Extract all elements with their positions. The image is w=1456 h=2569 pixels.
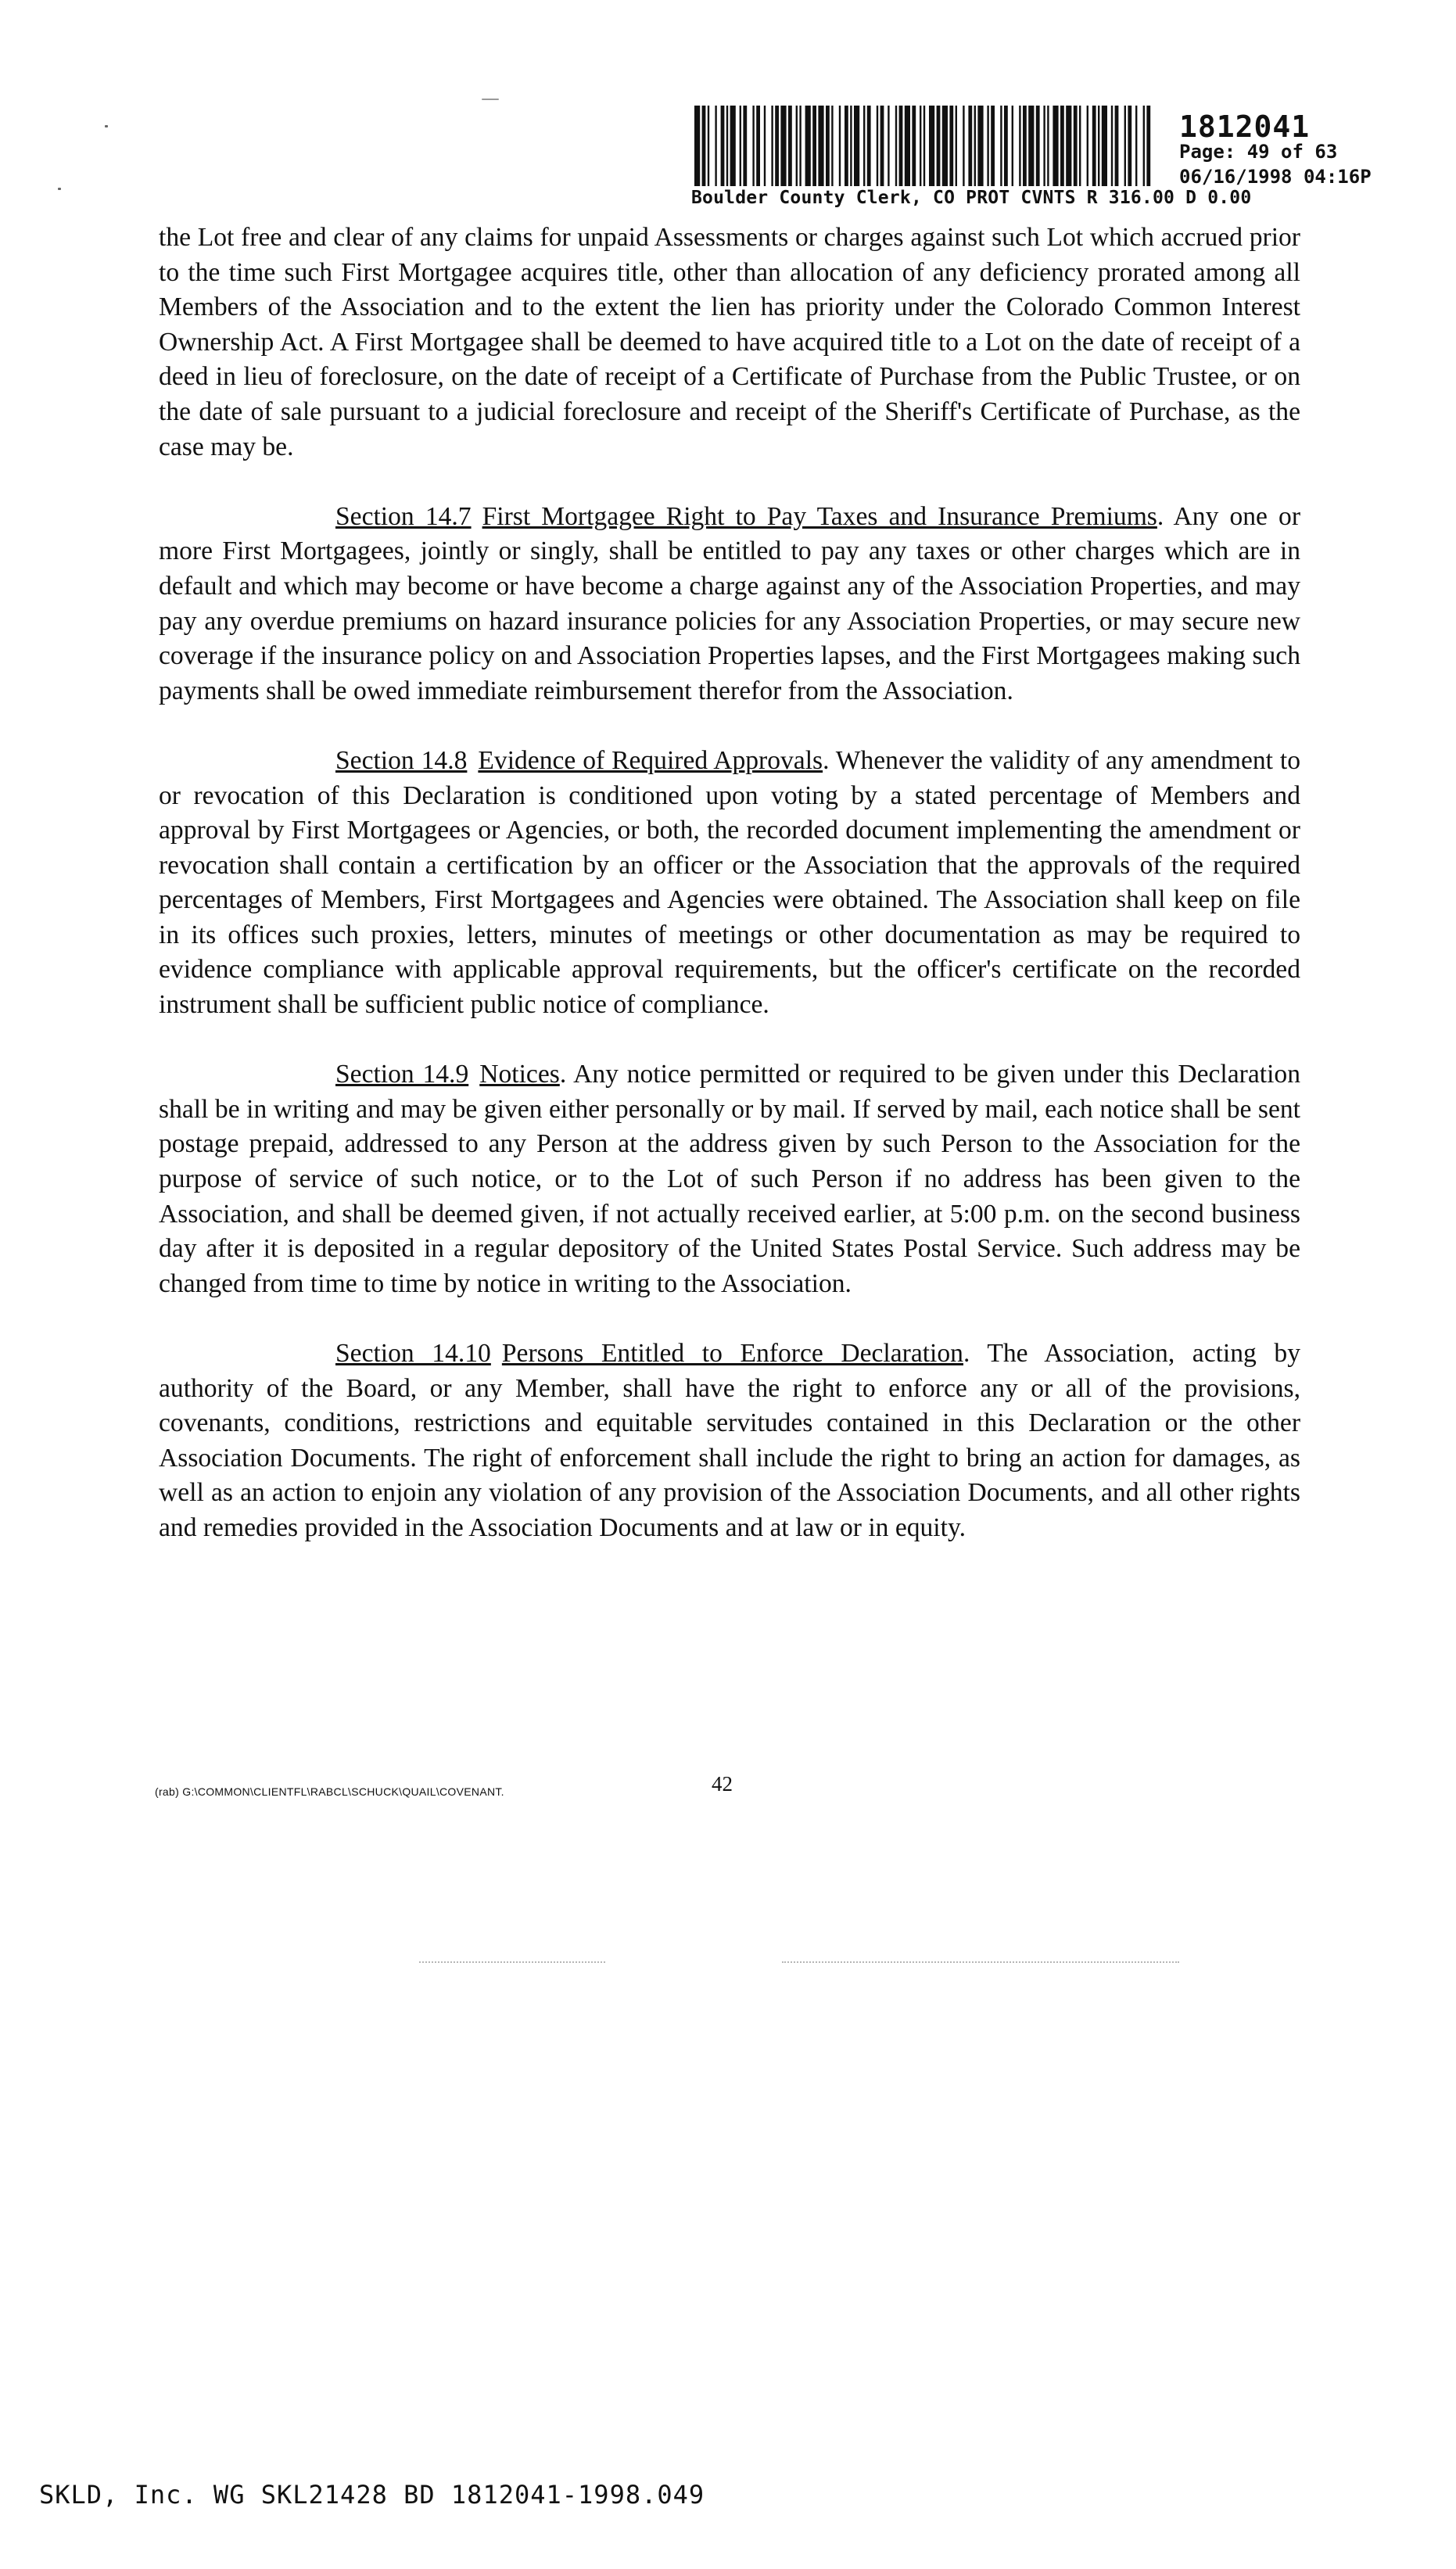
barcode-bar xyxy=(726,106,728,186)
barcode-bar xyxy=(702,106,706,186)
barcode-bar xyxy=(956,106,957,186)
barcode-bar xyxy=(1012,106,1013,186)
barcode-graphic xyxy=(694,106,1151,186)
barcode-bar xyxy=(826,106,830,186)
barcode-bar xyxy=(895,106,897,186)
paragraph-text: the Lot free and clear of any claims for unpaid Assessments or charges against such Lot which accrued prior to the time such First Mortgagee acquires title, other than allocation of any deficiency prorated among all Members of the Association and to the extent the lien has priority under the Colorado Common Interest Ownership Act. A First Mortgagee shall be deemed to have acquired title to a Lot on the date of receipt of a deed in lieu of foreclosure, on the date of receipt of a Certificate of Purchase from the Public Trustee, or on the date of sale pursuant to a judicial foreclosure and receipt of the Sheriff's Certificate of Purchase, as the case may be. xyxy=(159,223,1300,461)
barcode-bar xyxy=(831,106,833,186)
section-text: . Any one or more First Mortgagees, jointly or singly, shall be entitled to pay any taxes or other charges which are in default and which may become or have become a charge against any of the Association Properties, and may pay any overdue premiums on hazard insurance policies for any Association Properties, or may secure new coverage if the insurance policy on and Association Properties lapses, and the First Mortgagees making such payments shall be owed immediate reimbursement therefor from the Association. xyxy=(159,501,1300,705)
barcode-bar xyxy=(1146,106,1150,186)
barcode-bar xyxy=(764,106,766,186)
section-title: Evidence of Required Approvals xyxy=(478,745,823,775)
barcode-bar xyxy=(867,106,871,186)
barcode-bar xyxy=(752,106,754,186)
scan-artifact-line xyxy=(782,1961,1179,1963)
section-number: Section 14.8 xyxy=(335,745,468,775)
barcode-bar xyxy=(743,106,747,186)
barcode-bar xyxy=(1098,106,1099,186)
barcode-bar xyxy=(812,106,816,186)
section-title: First Mortgagee Right to Pay Taxes and Insurance Premiums xyxy=(482,501,1157,531)
barcode-bar xyxy=(1053,106,1058,186)
barcode xyxy=(694,106,1151,186)
barcode-bar xyxy=(796,106,798,186)
barcode-bar xyxy=(839,106,841,186)
barcode-bar xyxy=(987,106,988,186)
barcode-bar xyxy=(949,106,953,186)
barcode-bar xyxy=(805,106,811,186)
barcode-bar xyxy=(850,106,852,186)
barcode-bar xyxy=(1092,106,1096,186)
section-number: Section 14.10 xyxy=(335,1339,491,1368)
barcode-bar xyxy=(788,106,792,186)
document-body xyxy=(159,221,1300,1581)
barcode-bar xyxy=(771,106,773,186)
barcode-bar xyxy=(977,106,983,186)
barcode-bar xyxy=(1060,106,1064,186)
barcode-bar xyxy=(1115,106,1119,186)
barcode-bar xyxy=(708,106,709,186)
barcode-bar xyxy=(1102,106,1107,186)
section-text: . The Association, acting by authority of the Board, or any Member, shall have the right to enforce any or all of the provisions, covenants, conditions, restrictions and equitable servitudes contained in this Declaration or the other Association Documents. The right of enforcement shall include the right to bring an action for damages, as well as an action to enjoin any violation of any provision of the Association Documents, and all other rights and remedies provided in the Association Documents and at law or in equity. xyxy=(159,1339,1300,1542)
barcode-bar xyxy=(818,106,823,186)
barcode-bar xyxy=(963,106,964,186)
section-text: . Whenever the validity of any amendment to or revocation of this Declaration is conditioned upon voting by a stated percentage of Members and approval by First Mortgagees or Agencies, or both, the recorded document implementing the amendment or revocation shall contain a certification by an officer or the Association that the approvals of the required percentages of Members, First Mortgagees and Agencies were obtained. The Association shall keep on file in its offices such proxies, letters, minutes of meetings or other documentation as may be required to evidence compliance with applicable approval requirements, but the officer's certificate on the recorded instrument shall be sufficient public notice of compliance. xyxy=(159,745,1300,1020)
barcode-bar xyxy=(1066,106,1071,186)
barcode-bar xyxy=(1087,106,1088,186)
section-number: Section 14.9 xyxy=(335,1060,469,1089)
scan-speck xyxy=(482,99,499,100)
barcode-bar xyxy=(974,106,976,186)
barcode-bar xyxy=(740,106,741,186)
barcode-bar xyxy=(845,106,848,186)
barcode-bar xyxy=(968,106,972,186)
barcode-bar xyxy=(899,106,903,186)
scan-speck xyxy=(105,125,108,127)
barcode-bar xyxy=(1036,106,1040,186)
barcode-bar xyxy=(1028,106,1034,186)
barcode-bar xyxy=(1074,106,1078,186)
barcode-bar xyxy=(721,106,725,186)
reception-number: 1812041 xyxy=(1179,109,1311,144)
barcode-bar xyxy=(1004,106,1008,186)
barcode-bar xyxy=(799,106,801,186)
barcode-bar xyxy=(1079,106,1081,186)
paragraph-continuation xyxy=(159,221,1300,465)
scan-artifact-line xyxy=(419,1961,605,1963)
barcode-bar xyxy=(888,106,889,186)
barcode-bar xyxy=(929,106,934,186)
barcode-bar xyxy=(1000,106,1002,186)
section-14-8 xyxy=(159,744,1300,1023)
stamp-page-info: Page: 49 of 63 xyxy=(1179,141,1338,163)
barcode-bar xyxy=(854,106,859,186)
page-number: 42 xyxy=(712,1772,733,1796)
file-path: (rab) G:\COMMON\CLIENTFL\RABCL\SCHUCK\QUAIL\COVENANT. xyxy=(155,1785,504,1798)
section-14-10 xyxy=(159,1337,1300,1546)
barcode-bar xyxy=(1023,106,1027,186)
barcode-bar xyxy=(1135,106,1137,186)
barcode-bar xyxy=(937,106,941,186)
barcode-bar xyxy=(1047,106,1049,186)
barcode-bar xyxy=(694,106,700,186)
section-14-7 xyxy=(159,500,1300,709)
section-14-9 xyxy=(159,1057,1300,1301)
section-title: Persons Entitled to Enforce Declaration xyxy=(501,1339,963,1368)
stamp-recorded-datetime: 06/16/1998 04:16P xyxy=(1179,166,1372,188)
barcode-bar xyxy=(991,106,995,186)
barcode-bar xyxy=(905,106,910,186)
barcode-bar xyxy=(1111,106,1113,186)
barcode-bar xyxy=(942,106,948,186)
barcode-bar xyxy=(880,106,884,186)
barcode-bar xyxy=(780,106,786,186)
barcode-bar xyxy=(715,106,716,186)
barcode-bar xyxy=(1019,106,1020,186)
barcode-bar xyxy=(877,106,878,186)
barcode-bar xyxy=(756,106,760,186)
barcode-bar xyxy=(1124,106,1126,186)
stamp-clerk-line: Boulder County Clerk, CO PROT CVNTS R 316.00 D 0.00 xyxy=(691,188,1252,208)
barcode-bar xyxy=(912,106,916,186)
barcode-bar xyxy=(923,106,925,186)
barcode-bar xyxy=(1128,106,1131,186)
document-id: SKLD, Inc. WG SKL21428 BD 1812041-1998.049 xyxy=(39,2480,705,2510)
section-title: Notices xyxy=(479,1060,560,1089)
barcode-bar xyxy=(775,106,779,186)
scan-speck xyxy=(58,188,61,190)
section-number: Section 14.7 xyxy=(335,501,472,531)
section-text: . Any notice permitted or required to be given under this Declaration shall be in writing and may be given either personally or by mail. If served by mail, each notice shall be sent postage prepaid, addressed to any Person at the address given by such Person to the Association for the purpose of service of such notice, or to the Lot of such Person if no address has been given to the Association, and shall be deemed given, if not actually received earlier, at 5:00 p.m. on the second business day after it is deposited in a regular depository of the United States Postal Service. Such address may be changed from time to time by notice in writing to the Association. xyxy=(159,1060,1300,1298)
barcode-bar xyxy=(1143,106,1145,186)
barcode-bar xyxy=(1043,106,1045,186)
barcode-bar xyxy=(863,106,865,186)
barcode-bar xyxy=(920,106,921,186)
barcode-bar xyxy=(730,106,736,186)
